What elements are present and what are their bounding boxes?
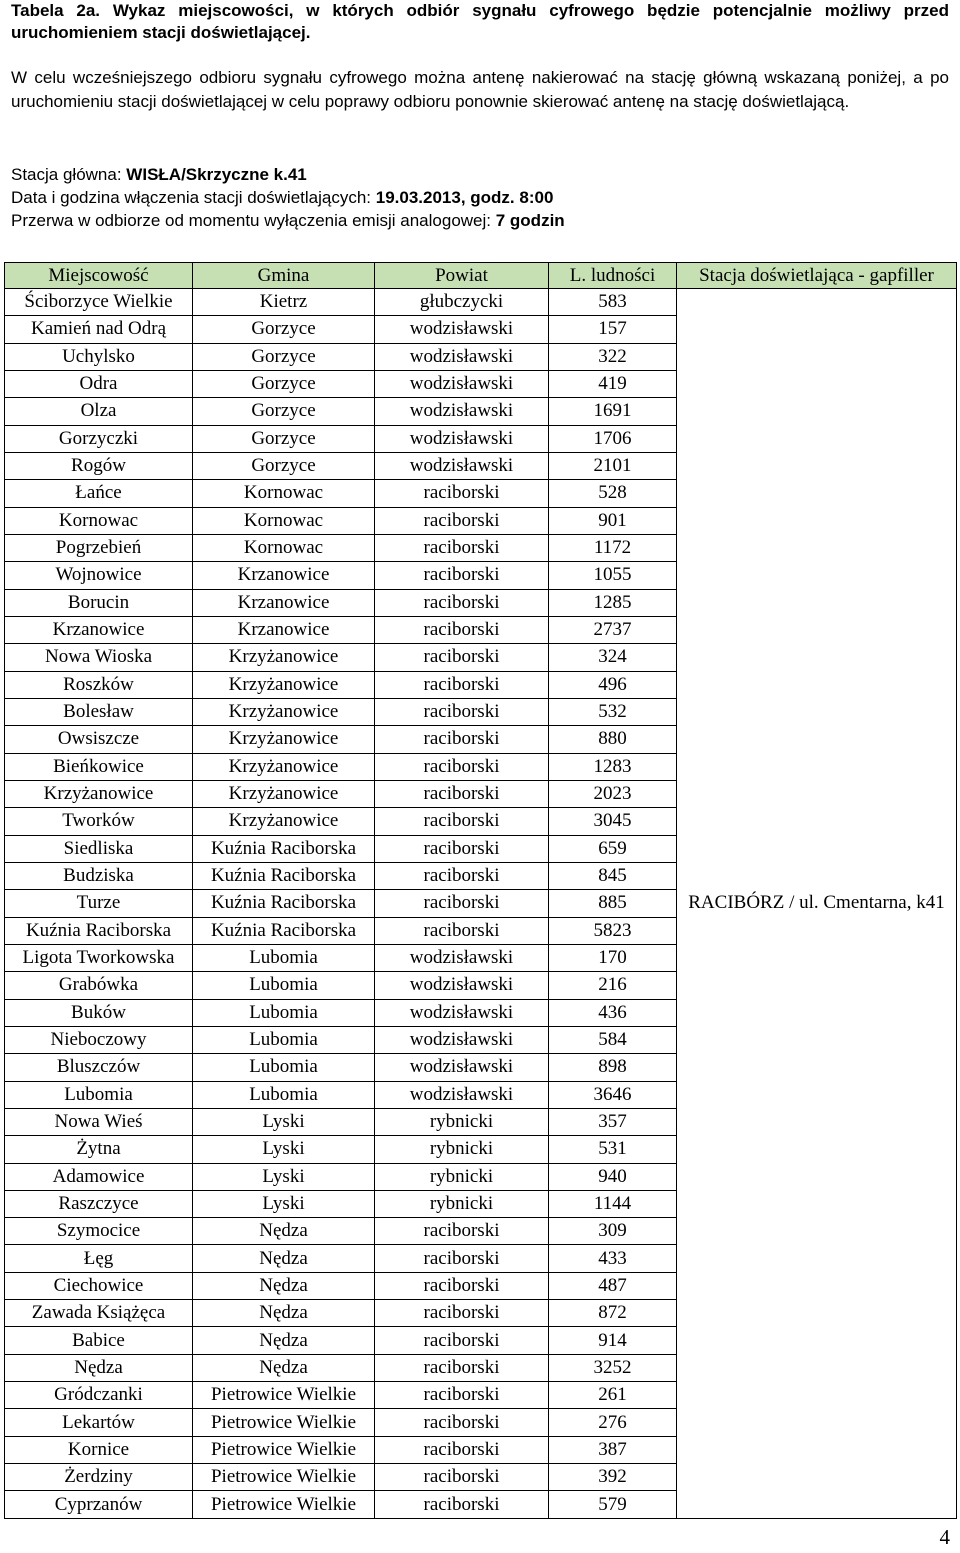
commune-cell: Lyski: [193, 1108, 375, 1135]
locality-cell: Adamowice: [5, 1163, 193, 1190]
population-cell: 3646: [549, 1081, 677, 1108]
commune-cell: Lyski: [193, 1163, 375, 1190]
population-cell: 584: [549, 1026, 677, 1053]
commune-cell: Kuźnia Raciborska: [193, 890, 375, 917]
population-cell: 216: [549, 972, 677, 999]
commune-cell: Krzyżanowice: [193, 726, 375, 753]
commune-cell: Krzanowice: [193, 589, 375, 616]
commune-cell: Pietrowice Wielkie: [193, 1382, 375, 1409]
commune-cell: Nędza: [193, 1272, 375, 1299]
county-cell: raciborski: [375, 1382, 549, 1409]
commune-cell: Lubomia: [193, 1054, 375, 1081]
county-cell: raciborski: [375, 780, 549, 807]
county-cell: wodzisławski: [375, 972, 549, 999]
locality-cell: Krzanowice: [5, 616, 193, 643]
county-cell: raciborski: [375, 616, 549, 643]
locality-cell: Borucin: [5, 589, 193, 616]
commune-cell: Gorzyce: [193, 316, 375, 343]
population-cell: 3045: [549, 808, 677, 835]
population-cell: 392: [549, 1464, 677, 1491]
county-cell: wodzisławski: [375, 1026, 549, 1053]
locality-cell: Nowa Wieś: [5, 1108, 193, 1135]
table-row: [5, 289, 957, 316]
locality-cell: Grabówka: [5, 972, 193, 999]
locality-cell: Łęg: [5, 1245, 193, 1272]
commune-cell: Krzanowice: [193, 562, 375, 589]
commune-cell: Gorzyce: [193, 452, 375, 479]
commune-cell: Lubomia: [193, 1026, 375, 1053]
locality-cell: Kamień nad Odrą: [5, 316, 193, 343]
locality-cell: Gródczanki: [5, 1382, 193, 1409]
population-cell: 532: [549, 698, 677, 725]
county-cell: raciborski: [375, 507, 549, 534]
population-cell: 276: [549, 1409, 677, 1436]
commune-cell: Pietrowice Wielkie: [193, 1409, 375, 1436]
population-cell: 322: [549, 343, 677, 370]
commune-cell: Pietrowice Wielkie: [193, 1491, 375, 1518]
commune-cell: Lubomia: [193, 972, 375, 999]
county-cell: głubczycki: [375, 289, 549, 316]
county-cell: raciborski: [375, 1464, 549, 1491]
county-cell: raciborski: [375, 917, 549, 944]
main-station-line: [11, 163, 949, 186]
header-gapfiller: Stacja doświetlająca - gapfiller: [677, 263, 957, 289]
county-cell: raciborski: [375, 534, 549, 561]
commune-cell: Nędza: [193, 1327, 375, 1354]
population-cell: 436: [549, 999, 677, 1026]
county-cell: rybnicki: [375, 1190, 549, 1217]
page-number: 4: [939, 1525, 950, 1549]
county-cell: raciborski: [375, 480, 549, 507]
activation-date-value: 19.03.2013, godz. 8:00: [375, 188, 554, 207]
locality-cell: Raszczyce: [5, 1190, 193, 1217]
county-cell: wodzisławski: [375, 1054, 549, 1081]
commune-cell: Kuźnia Raciborska: [193, 835, 375, 862]
county-cell: wodzisławski: [375, 398, 549, 425]
locality-cell: Olza: [5, 398, 193, 425]
population-cell: 1706: [549, 425, 677, 452]
county-cell: wodzisławski: [375, 343, 549, 370]
locality-cell: Żytna: [5, 1136, 193, 1163]
locality-cell: Rogów: [5, 452, 193, 479]
population-cell: 387: [549, 1436, 677, 1463]
commune-cell: Krzyżanowice: [193, 671, 375, 698]
commune-cell: Lubomia: [193, 1081, 375, 1108]
table-caption: Tabela 2a. Wykaz miejscowości, w których odbiór sygnału cyfrowego będzie potencjalnie możliwy przed uruchomieniem stacji doświetlającej.: [11, 1, 949, 42]
commune-cell: Kietrz: [193, 289, 375, 316]
county-cell: raciborski: [375, 862, 549, 889]
locality-cell: Szymocice: [5, 1218, 193, 1245]
commune-cell: Gorzyce: [193, 343, 375, 370]
population-cell: 1172: [549, 534, 677, 561]
population-cell: 1283: [549, 753, 677, 780]
locality-cell: Nędza: [5, 1354, 193, 1381]
locality-cell: Buków: [5, 999, 193, 1026]
county-cell: wodzisławski: [375, 425, 549, 452]
population-cell: 898: [549, 1054, 677, 1081]
locality-cell: Lubomia: [5, 1081, 193, 1108]
population-cell: 261: [549, 1382, 677, 1409]
commune-cell: Kornowac: [193, 480, 375, 507]
county-cell: rybnicki: [375, 1136, 549, 1163]
commune-cell: Kuźnia Raciborska: [193, 862, 375, 889]
gapfiller-station-cell: RACIBÓRZ / ul. Cmentarna, k41: [677, 289, 957, 1519]
county-cell: raciborski: [375, 726, 549, 753]
county-cell: raciborski: [375, 1245, 549, 1272]
county-cell: raciborski: [375, 1272, 549, 1299]
county-cell: raciborski: [375, 562, 549, 589]
population-cell: 901: [549, 507, 677, 534]
population-cell: 845: [549, 862, 677, 889]
commune-cell: Krzyżanowice: [193, 780, 375, 807]
county-cell: raciborski: [375, 1409, 549, 1436]
population-cell: 914: [549, 1327, 677, 1354]
activation-date-label: Data i godzina włączenia stacji doświetlających:: [11, 188, 376, 207]
population-cell: 309: [549, 1218, 677, 1245]
population-cell: 885: [549, 890, 677, 917]
county-cell: raciborski: [375, 835, 549, 862]
locality-cell: Ligota Tworkowska: [5, 944, 193, 971]
locality-cell: Gorzyczki: [5, 425, 193, 452]
header-population: L. ludności: [549, 263, 677, 289]
localities-table: [4, 262, 957, 1519]
population-cell: 2737: [549, 616, 677, 643]
county-cell: rybnicki: [375, 1163, 549, 1190]
locality-cell: Łańce: [5, 480, 193, 507]
county-cell: wodzisławski: [375, 999, 549, 1026]
commune-cell: Lyski: [193, 1136, 375, 1163]
population-cell: 3252: [549, 1354, 677, 1381]
population-cell: 496: [549, 671, 677, 698]
locality-cell: Bieńkowice: [5, 753, 193, 780]
population-cell: 880: [549, 726, 677, 753]
commune-cell: Krzyżanowice: [193, 698, 375, 725]
population-cell: 1691: [549, 398, 677, 425]
population-cell: 1285: [549, 589, 677, 616]
county-cell: wodzisławski: [375, 316, 549, 343]
locality-cell: Bluszczów: [5, 1054, 193, 1081]
reception-break-line: [11, 209, 949, 232]
commune-cell: Gorzyce: [193, 398, 375, 425]
commune-cell: Krzyżanowice: [193, 808, 375, 835]
population-cell: 531: [549, 1136, 677, 1163]
reception-break-value: 7 godzin: [495, 211, 565, 230]
population-cell: 433: [549, 1245, 677, 1272]
commune-cell: Nędza: [193, 1245, 375, 1272]
population-cell: 419: [549, 370, 677, 397]
reception-break-label: Przerwa w odbiorze od momentu wyłączenia emisji analogowej:: [11, 211, 496, 230]
county-cell: raciborski: [375, 1436, 549, 1463]
county-cell: raciborski: [375, 1218, 549, 1245]
commune-cell: Lubomia: [193, 944, 375, 971]
commune-cell: Nędza: [193, 1218, 375, 1245]
station-info: [11, 163, 949, 232]
commune-cell: Krzanowice: [193, 616, 375, 643]
locality-cell: Budziska: [5, 862, 193, 889]
main-station-value: WISŁA/Skrzyczne k.41: [126, 165, 307, 184]
county-cell: rybnicki: [375, 1108, 549, 1135]
population-cell: 659: [549, 835, 677, 862]
county-cell: wodzisławski: [375, 370, 549, 397]
locality-cell: Żerdziny: [5, 1464, 193, 1491]
locality-cell: Cyprzanów: [5, 1491, 193, 1518]
population-cell: 2101: [549, 452, 677, 479]
population-cell: 579: [549, 1491, 677, 1518]
locality-cell: Owsiszcze: [5, 726, 193, 753]
population-cell: 940: [549, 1163, 677, 1190]
county-cell: raciborski: [375, 698, 549, 725]
locality-cell: Zawada Książęca: [5, 1300, 193, 1327]
population-cell: 1055: [549, 562, 677, 589]
population-cell: 583: [549, 289, 677, 316]
header-county: Powiat: [375, 263, 549, 289]
header-commune: Gmina: [193, 263, 375, 289]
commune-cell: Krzyżanowice: [193, 644, 375, 671]
county-cell: raciborski: [375, 1354, 549, 1381]
activation-date-line: [11, 186, 949, 209]
locality-cell: Turze: [5, 890, 193, 917]
county-cell: wodzisławski: [375, 1081, 549, 1108]
locality-cell: Uchylsko: [5, 343, 193, 370]
table-header-row: [5, 263, 957, 289]
county-cell: raciborski: [375, 1327, 549, 1354]
commune-cell: Gorzyce: [193, 370, 375, 397]
county-cell: raciborski: [375, 671, 549, 698]
locality-cell: Wojnowice: [5, 562, 193, 589]
locality-cell: Pogrzebień: [5, 534, 193, 561]
locality-cell: Kornowac: [5, 507, 193, 534]
locality-cell: Ściborzyce Wielkie: [5, 289, 193, 316]
county-cell: raciborski: [375, 1300, 549, 1327]
population-cell: 2023: [549, 780, 677, 807]
commune-cell: Lubomia: [193, 999, 375, 1026]
population-cell: 528: [549, 480, 677, 507]
locality-cell: Bolesław: [5, 698, 193, 725]
locality-cell: Tworków: [5, 808, 193, 835]
population-cell: 5823: [549, 917, 677, 944]
county-cell: raciborski: [375, 1491, 549, 1518]
locality-cell: Kuźnia Raciborska: [5, 917, 193, 944]
population-cell: 157: [549, 316, 677, 343]
commune-cell: Gorzyce: [193, 425, 375, 452]
county-cell: raciborski: [375, 890, 549, 917]
county-cell: raciborski: [375, 753, 549, 780]
population-cell: 872: [549, 1300, 677, 1327]
population-cell: 487: [549, 1272, 677, 1299]
locality-cell: Nowa Wioska: [5, 644, 193, 671]
commune-cell: Nędza: [193, 1300, 375, 1327]
commune-cell: Pietrowice Wielkie: [193, 1436, 375, 1463]
locality-cell: Odra: [5, 370, 193, 397]
population-cell: 1144: [549, 1190, 677, 1217]
county-cell: wodzisławski: [375, 944, 549, 971]
locality-cell: Babice: [5, 1327, 193, 1354]
population-cell: 324: [549, 644, 677, 671]
locality-cell: Kornice: [5, 1436, 193, 1463]
commune-cell: Lyski: [193, 1190, 375, 1217]
intro-paragraph: W celu wcześniejszego odbioru sygnału cyfrowego można antenę nakierować na stację główną wskazaną poniżej, a po uruchomieniu stacji doświetlającej w celu poprawy odbioru ponownie skierować antenę na stację doświetlającą.: [11, 68, 949, 111]
population-cell: 170: [549, 944, 677, 971]
county-cell: wodzisławski: [375, 452, 549, 479]
locality-cell: Krzyżanowice: [5, 780, 193, 807]
commune-cell: Pietrowice Wielkie: [193, 1464, 375, 1491]
locality-cell: Ciechowice: [5, 1272, 193, 1299]
commune-cell: Kornowac: [193, 534, 375, 561]
main-station-label: Stacja główna:: [11, 165, 127, 184]
commune-cell: Kornowac: [193, 507, 375, 534]
commune-cell: Kuźnia Raciborska: [193, 917, 375, 944]
commune-cell: Krzyżanowice: [193, 753, 375, 780]
locality-cell: Siedliska: [5, 835, 193, 862]
population-cell: 357: [549, 1108, 677, 1135]
commune-cell: Nędza: [193, 1354, 375, 1381]
county-cell: raciborski: [375, 644, 549, 671]
header-locality: Miejscowość: [5, 263, 193, 289]
county-cell: raciborski: [375, 589, 549, 616]
locality-cell: Lekartów: [5, 1409, 193, 1436]
county-cell: raciborski: [375, 808, 549, 835]
locality-cell: Roszków: [5, 671, 193, 698]
locality-cell: Nieboczowy: [5, 1026, 193, 1053]
